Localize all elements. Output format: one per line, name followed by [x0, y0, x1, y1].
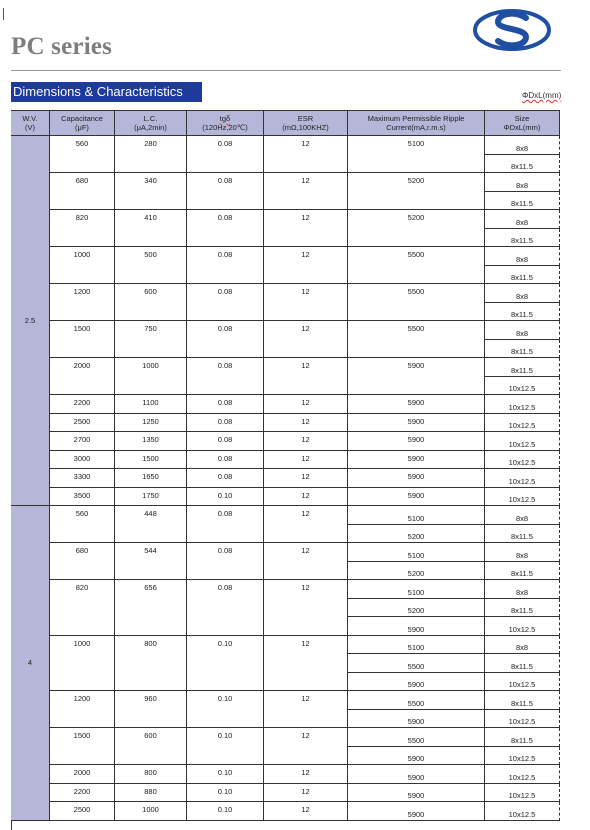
cap-cell: 1500 — [50, 321, 115, 358]
cap-cell: 560 — [50, 506, 115, 543]
tg-cell: 0.08 — [187, 432, 264, 451]
ripple-cell: 5900 — [348, 747, 485, 766]
tg-cell: 0.08 — [187, 469, 264, 488]
size-cell: 10x12.5 — [485, 488, 560, 507]
size-cell: 8x8 — [485, 506, 560, 525]
cap-cell: 560 — [50, 136, 115, 173]
size-cell: 10x12.5 — [485, 414, 560, 433]
header-esr — [264, 111, 348, 136]
size-unit-note: ΦDxL(mm) — [522, 91, 562, 100]
size-cell: 8x11.5 — [485, 728, 560, 747]
tg-cell: 0.08 — [187, 414, 264, 433]
esr-cell: 12 — [264, 247, 348, 284]
ripple-cell: 5100 — [348, 543, 485, 562]
corner-mark — [3, 8, 4, 20]
ripple-cell: 5900 — [348, 617, 485, 636]
ripple-cell: 5500 — [348, 654, 485, 673]
size-cell: 8x11.5 — [485, 654, 560, 673]
size-cell: 10x12.5 — [485, 765, 560, 784]
size-cell: 8x11.5 — [485, 229, 560, 248]
tg-cell: 0.08 — [187, 543, 264, 580]
cap-cell: 680 — [50, 173, 115, 210]
lc-cell: 600 — [115, 284, 187, 321]
size-cell: 10x12.5 — [485, 784, 560, 803]
characteristics-table — [11, 110, 560, 830]
size-cell: 8x11.5 — [485, 599, 560, 618]
ripple-cell: 5500 — [348, 691, 485, 710]
size-cell: 8x11.5 — [485, 358, 560, 377]
header-size-line1: Size — [514, 113, 530, 123]
tg-cell: 0.10 — [187, 636, 264, 692]
header-lc-line1: L.C. — [143, 113, 158, 123]
esr-cell: 12 — [264, 321, 348, 358]
esr-cell: 12 — [264, 210, 348, 247]
ripple-cell: 5200 — [348, 210, 485, 247]
header-esr-line2: (mΩ,100KHZ) — [282, 123, 329, 132]
lc-cell: 960 — [115, 691, 187, 728]
ripple-cell: 5200 — [348, 173, 485, 210]
esr-cell: 12 — [264, 136, 348, 173]
wv-cell: 2.5 — [11, 136, 50, 506]
lc-cell: 800 — [115, 765, 187, 784]
tg-cell: 0.10 — [187, 728, 264, 765]
header-size-line2: ΦDxL(mm) — [503, 123, 541, 132]
cap-cell: 3500 — [50, 488, 115, 507]
ripple-cell: 5900 — [348, 673, 485, 692]
ripple-cell: 5900 — [348, 488, 485, 507]
ripple-cell: 5900 — [348, 469, 485, 488]
cap-cell: 1200 — [50, 284, 115, 321]
cap-cell: 820 — [50, 580, 115, 636]
size-cell: 10x12.5 — [485, 432, 560, 451]
header-cap-line1: Capacitance — [61, 113, 103, 123]
esr-cell: 12 — [264, 469, 348, 488]
tg-cell: 0.08 — [187, 395, 264, 414]
tg-cell: 0.08 — [187, 173, 264, 210]
size-cell: 8x8 — [485, 210, 560, 229]
esr-cell: 12 — [264, 395, 348, 414]
lc-cell: 800 — [115, 636, 187, 692]
cap-cell: 2200 — [50, 784, 115, 803]
esr-cell: 12 — [264, 432, 348, 451]
tg-cell: 0.08 — [187, 247, 264, 284]
size-cell: 8x11.5 — [485, 303, 560, 322]
lc-cell: 1100 — [115, 395, 187, 414]
lc-cell: 1000 — [115, 358, 187, 395]
esr-cell: 12 — [264, 284, 348, 321]
header-wv — [11, 111, 50, 136]
esr-cell: 12 — [264, 173, 348, 210]
ripple-cell: 5900 — [348, 784, 485, 803]
size-cell: 8x8 — [485, 321, 560, 340]
size-cell: 10x12.5 — [485, 673, 560, 692]
cap-cell: 820 — [50, 210, 115, 247]
size-cell: 8x11.5 — [485, 691, 560, 710]
esr-cell: 12 — [264, 784, 348, 803]
size-cell: 10x12.5 — [485, 395, 560, 414]
size-cell: 10x12.5 — [485, 710, 560, 729]
esr-cell: 12 — [264, 580, 348, 636]
wv-cell: 4 — [11, 506, 50, 821]
tg-cell: 0.08 — [187, 136, 264, 173]
tg-cell: 0.10 — [187, 765, 264, 784]
lc-cell: 280 — [115, 136, 187, 173]
ripple-cell: 5900 — [348, 802, 485, 821]
size-cell: 8x11.5 — [485, 192, 560, 211]
lc-cell: 1000 — [115, 802, 187, 821]
header-cap — [50, 111, 115, 136]
tg-cell: 0.08 — [187, 210, 264, 247]
size-cell: 8x8 — [485, 284, 560, 303]
lc-cell: 1750 — [115, 488, 187, 507]
esr-cell: 12 — [264, 488, 348, 507]
header-ripple-line2: Current(mA,r.m.s) — [386, 123, 446, 132]
ripple-cell: 5100 — [348, 136, 485, 173]
divider — [11, 70, 561, 71]
ripple-cell: 5200 — [348, 599, 485, 618]
cap-cell: 1000 — [50, 636, 115, 692]
size-cell: 10x12.5 — [485, 802, 560, 821]
cap-cell: 2700 — [50, 432, 115, 451]
lc-cell: 750 — [115, 321, 187, 358]
esr-cell: 12 — [264, 543, 348, 580]
ripple-cell: 5900 — [348, 358, 485, 395]
cap-cell: 3000 — [50, 451, 115, 470]
header-lc-line2: (μA,2min) — [134, 123, 167, 132]
ripple-cell: 5900 — [348, 765, 485, 784]
lc-cell: 340 — [115, 173, 187, 210]
tg-cell: 0.08 — [187, 358, 264, 395]
ripple-cell: 5500 — [348, 284, 485, 321]
lc-cell: 1650 — [115, 469, 187, 488]
ripple-cell: 5100 — [348, 580, 485, 599]
tg-cell: 0.08 — [187, 580, 264, 636]
header-cap-line2: (μF) — [75, 123, 89, 132]
size-cell: 10x12.5 — [485, 617, 560, 636]
ripple-cell: 5900 — [348, 451, 485, 470]
tg-cell: 0.08 — [187, 451, 264, 470]
esr-cell: 12 — [264, 451, 348, 470]
esr-cell: 12 — [264, 691, 348, 728]
size-cell: 8x8 — [485, 247, 560, 266]
size-cell: 8x11.5 — [485, 266, 560, 285]
lc-cell: 1250 — [115, 414, 187, 433]
ripple-cell: 5100 — [348, 636, 485, 655]
cap-cell: 2000 — [50, 358, 115, 395]
header-size — [485, 111, 560, 136]
lc-cell: 1350 — [115, 432, 187, 451]
tg-cell: 0.08 — [187, 284, 264, 321]
esr-cell: 12 — [264, 728, 348, 765]
company-logo — [472, 8, 552, 52]
ripple-cell: 5500 — [348, 321, 485, 358]
header-wv-line1: W.V. — [22, 113, 38, 123]
ripple-cell: 5900 — [348, 710, 485, 729]
section-title: Dimensions & Characteristics — [11, 82, 202, 102]
tg-cell: 0.10 — [187, 691, 264, 728]
esr-cell: 12 — [264, 765, 348, 784]
esr-cell: 12 — [264, 636, 348, 692]
tg-cell: 0.10 — [187, 784, 264, 803]
size-cell: 10x12.5 — [485, 377, 560, 396]
tg-cell: 0.08 — [187, 506, 264, 543]
cap-cell: 3300 — [50, 469, 115, 488]
header-tg-line2: (120Hz,20℃) — [202, 123, 248, 132]
esr-cell: 12 — [264, 506, 348, 543]
ripple-cell: 5900 — [348, 432, 485, 451]
size-cell: 8x8 — [485, 580, 560, 599]
ripple-cell: 5500 — [348, 247, 485, 284]
size-cell: 10x12.5 — [485, 469, 560, 488]
ripple-cell: 5500 — [348, 728, 485, 747]
header-tg — [187, 111, 264, 136]
lc-cell: 600 — [115, 728, 187, 765]
size-cell: 8x8 — [485, 636, 560, 655]
size-cell: 8x11.5 — [485, 340, 560, 359]
header-tg-line1: tgδ — [219, 113, 231, 123]
tg-cell: 0.10 — [187, 488, 264, 507]
header-ripple-line1: Maximum Permissible Ripple — [367, 113, 465, 123]
lc-cell: 544 — [115, 543, 187, 580]
tg-cell: 0.08 — [187, 321, 264, 358]
esr-cell: 12 — [264, 802, 348, 821]
lc-cell: 656 — [115, 580, 187, 636]
size-cell: 8x8 — [485, 543, 560, 562]
cap-cell: 1200 — [50, 691, 115, 728]
lc-cell: 448 — [115, 506, 187, 543]
cap-cell: 2500 — [50, 802, 115, 821]
size-cell: 8x11.5 — [485, 562, 560, 581]
cap-cell: 2500 — [50, 414, 115, 433]
lc-cell: 880 — [115, 784, 187, 803]
cap-cell: 2000 — [50, 765, 115, 784]
size-cell: 8x11.5 — [485, 155, 560, 174]
header-esr-line1: ESR — [297, 113, 314, 123]
size-cell: 10x12.5 — [485, 451, 560, 470]
size-cell: 8x11.5 — [485, 525, 560, 544]
ripple-cell: 5200 — [348, 562, 485, 581]
size-cell: 10x12.5 — [485, 747, 560, 766]
lc-cell: 500 — [115, 247, 187, 284]
cap-cell: 680 — [50, 543, 115, 580]
cap-cell: 2200 — [50, 395, 115, 414]
esr-cell: 12 — [264, 358, 348, 395]
cap-cell: 1500 — [50, 728, 115, 765]
ripple-cell: 5900 — [348, 414, 485, 433]
tg-cell: 0.10 — [187, 802, 264, 821]
page-title: PC series — [11, 33, 113, 60]
esr-cell: 12 — [264, 414, 348, 433]
size-cell: 8x8 — [485, 173, 560, 192]
lc-cell: 410 — [115, 210, 187, 247]
ripple-cell: 5100 — [348, 506, 485, 525]
header-lc — [115, 111, 187, 136]
header-wv-line2: (V) — [25, 123, 35, 132]
size-cell: 8x8 — [485, 136, 560, 155]
header-ripple — [348, 111, 485, 136]
lc-cell: 1500 — [115, 451, 187, 470]
ripple-cell: 5200 — [348, 525, 485, 544]
ripple-cell: 5900 — [348, 395, 485, 414]
cap-cell: 1000 — [50, 247, 115, 284]
